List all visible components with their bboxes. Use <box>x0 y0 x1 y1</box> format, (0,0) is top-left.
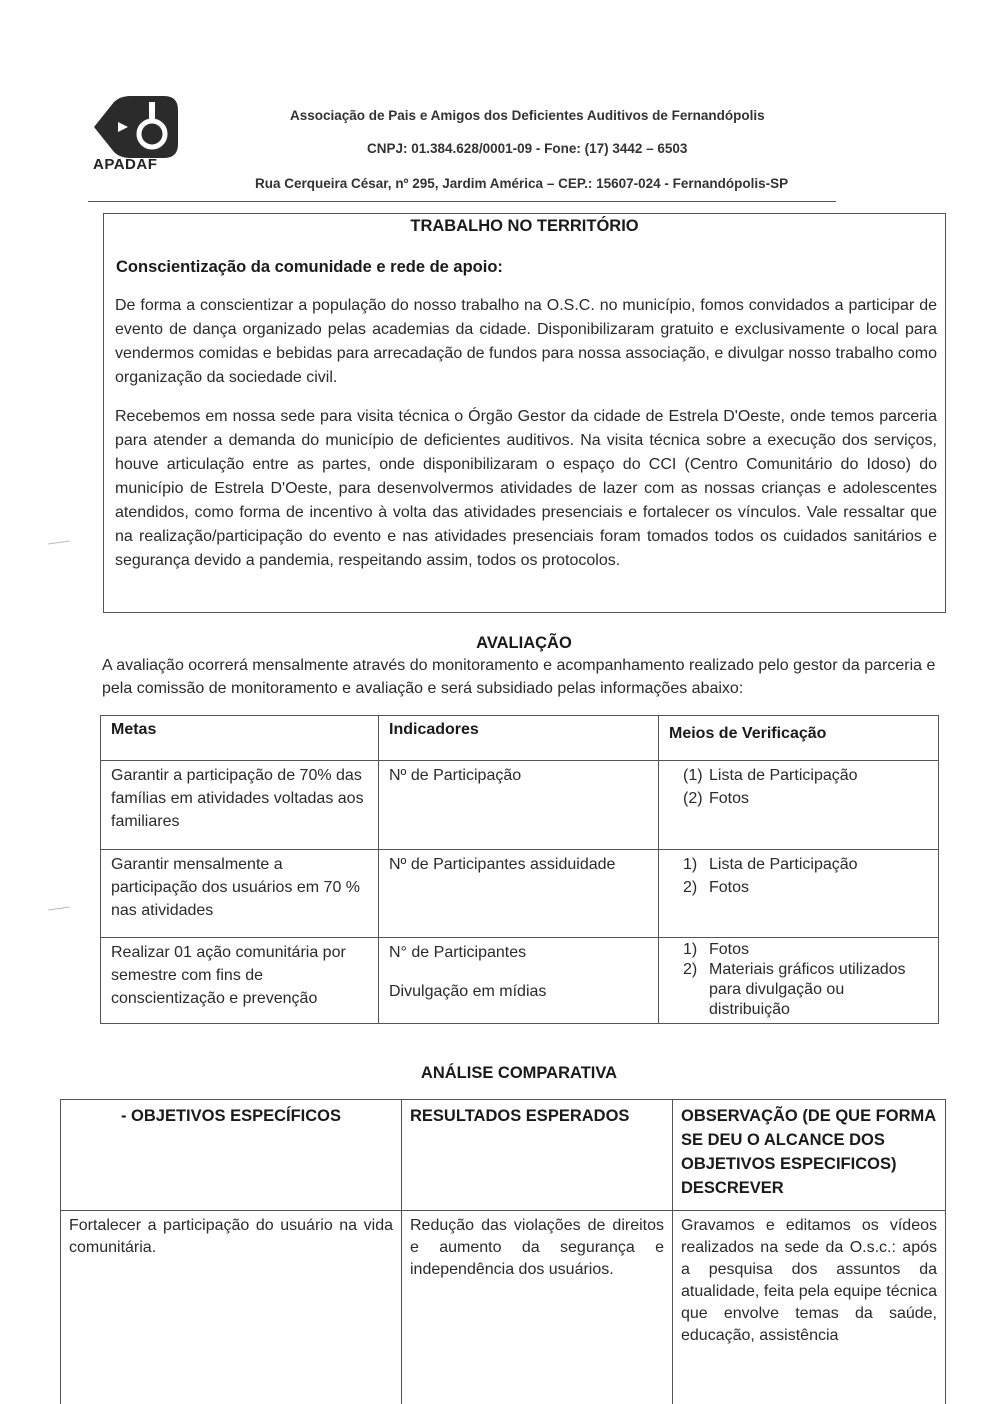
indicator-cell <box>379 938 659 1024</box>
verification-list <box>669 940 928 1020</box>
observation-cell: Gravamos e editamos os vídeos realizados na sede da O.s.c.: após a pesquisa dos assuntos da atualidade, feita pela equipe técnica que envolve temas da saúde, educação, assistência <box>673 1211 946 1404</box>
list-item <box>669 960 928 1020</box>
territory-subtitle: Conscientização da comunidade e rede de apoio: <box>116 258 503 276</box>
list-item <box>669 940 928 960</box>
column-header-meios-verificacao <box>659 716 939 761</box>
verification-cell <box>659 850 939 938</box>
list-number: 2) <box>683 879 698 896</box>
column-header-resultados: RESULTADOS ESPERADOS <box>402 1100 673 1211</box>
list-text: Materiais gráficos utilizados para divulgação ou distribuição <box>709 961 906 1018</box>
list-text: Fotos <box>709 790 750 807</box>
territory-title: TRABALHO NO TERRITÓRIO <box>410 217 639 235</box>
list-text: Lista de Participação <box>709 767 858 784</box>
organization-name: Associação de Pais e Amigos dos Deficientes Auditivos de Fernandópolis <box>290 108 765 123</box>
list-item <box>669 764 928 787</box>
indicator-text-secondary: Divulgação em mídias <box>389 983 547 1000</box>
indicator-cell <box>379 850 659 938</box>
comparative-title: ANÁLISE COMPARATIVA <box>420 1064 618 1082</box>
column-header-metas: Metas <box>101 716 379 761</box>
apadaf-logo <box>90 96 178 174</box>
territory-section <box>103 213 946 613</box>
column-header-indicadores: Indicadores <box>379 716 659 761</box>
indicator-text: Nº de Participação <box>389 767 522 784</box>
verification-list <box>669 764 928 810</box>
meta-cell: Realizar 01 ação comunitária por semestre com fins de conscientização e prevenção <box>101 938 379 1024</box>
comparative-header-row <box>61 1100 946 1211</box>
organization-address: Rua Cerqueira César, nº 295, Jardim América – CEP.: 15607-024 - Fernandópolis-SP <box>255 176 789 191</box>
list-text: Lista de Participação <box>709 856 858 873</box>
evaluation-header-row <box>101 716 939 761</box>
column-header-meios-verificacao-label: Meios de Verificação <box>669 725 827 742</box>
indicator-cell <box>379 761 659 850</box>
scan-mark <box>48 906 70 910</box>
verification-cell <box>659 761 939 850</box>
expected-result-cell: Redução das violações de direitos e aumento da segurança e independência dos usuários. <box>402 1211 673 1404</box>
ear-logo-icon <box>90 96 178 158</box>
column-header-objetivos: - OBJETIVOS ESPECÍFICOS <box>61 1100 402 1211</box>
list-item <box>669 787 928 810</box>
list-number: (2) <box>683 790 703 807</box>
table-row <box>101 761 939 850</box>
scan-mark <box>48 540 70 544</box>
indicator-text: N° de Participantes <box>389 944 527 961</box>
indicator-text: Nº de Participantes assiduidade <box>389 856 616 873</box>
meta-cell: Garantir mensalmente a participação dos usuários em 70 % nas atividades <box>101 850 379 938</box>
list-number: 2) <box>683 961 698 978</box>
table-row <box>101 850 939 938</box>
logo-text: APADAF <box>93 156 158 173</box>
objective-cell: Fortalecer a participação do usuário na vida comunitária. <box>61 1211 402 1404</box>
table-row <box>61 1211 946 1404</box>
verification-list <box>669 853 928 899</box>
list-item <box>669 853 928 876</box>
list-item <box>669 876 928 899</box>
table-row <box>101 938 939 1024</box>
list-text: Fotos <box>709 941 750 958</box>
territory-paragraph-1: De forma a conscientizar a população do nosso trabalho na O.S.C. no município, fomos convidados a participar de evento de dança organizado pelas academias da cidade. Disponibilizaram gratuito e exclusivamente o local para vendermos comidas e bebidas para arrecadação de fundos para nossa associação, e divulgar nosso trabalho como organização da sociedade civil. <box>115 297 937 386</box>
verification-cell <box>659 938 939 1024</box>
header-divider <box>88 201 836 202</box>
meta-cell: Garantir a participação de 70% das famílias em atividades voltadas aos familiares <box>101 761 379 850</box>
list-number: 1) <box>683 856 698 873</box>
comparative-table <box>60 1099 946 1404</box>
list-text: Fotos <box>709 879 750 896</box>
territory-paragraph-2: Recebemos em nossa sede para visita técnica o Órgão Gestor da cidade de Estrela D'Oeste, onde temos parceria para atender a demanda do município de deficientes auditivos. Na visita técnica sobre a execução dos serviços, houve articulação entre as partes, onde disponibilizaram o espaço do CCI (Centro Comunitário do Idoso) do município de Estrela D'Oeste, para desenvolvermos atividades de lazer com as nossas crianças e adolescentes atendidos, como forma de incentivo à volta das atividades presenciais e fortalecer os vínculos. Vale ressaltar que na realização/participação do evento e nas atividades presenciais foram tomados todos os cuidados sanitários e segurança devido a pandemia, respeitando assim, todos os protocolos. <box>115 408 937 569</box>
organization-cnpj-phone: CNPJ: 01.384.628/0001-09 - Fone: (17) 3442 – 6503 <box>367 141 688 156</box>
evaluation-table <box>100 715 939 1024</box>
evaluation-intro: A avaliação ocorrerá mensalmente através do monitoramento e acompanhamento realizado pelo gestor da parceria e pela comissão de monitoramento e avaliação e será subsidiado pelas informações abaixo: <box>102 657 936 697</box>
evaluation-title: AVALIAÇÃO <box>476 634 572 652</box>
list-number: (1) <box>683 767 703 784</box>
column-header-observacao: OBSERVAÇÃO (DE QUE FORMA SE DEU O ALCANCE DOS OBJETIVOS ESPECIFICOS) DESCREVER <box>673 1100 946 1211</box>
list-number: 1) <box>683 941 698 958</box>
